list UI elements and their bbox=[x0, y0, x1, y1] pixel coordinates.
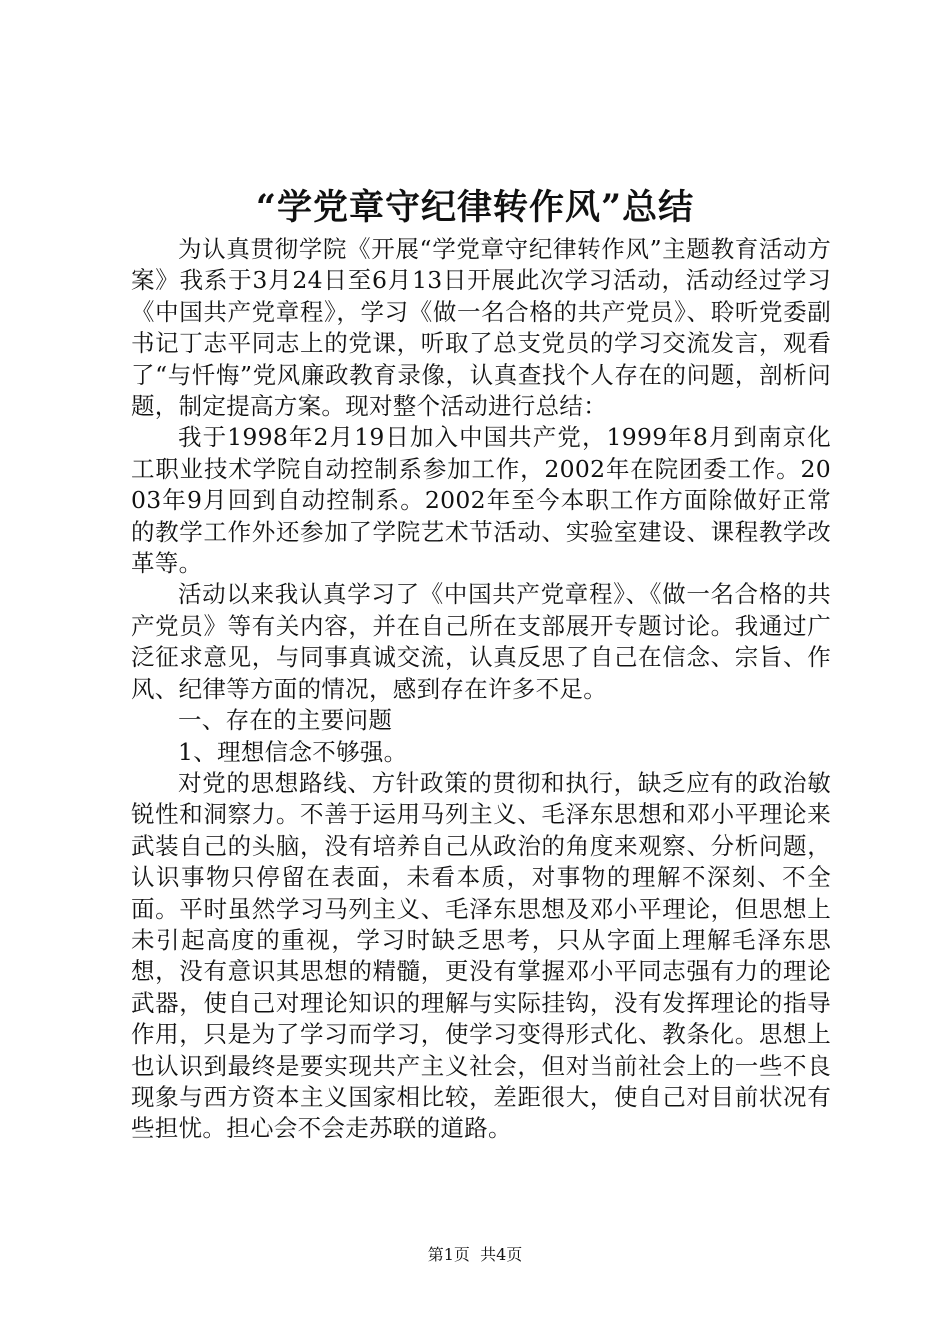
footer-spacer bbox=[470, 1245, 480, 1264]
page-title: “学党章守纪律转作风”总结 bbox=[255, 187, 695, 228]
paragraph-activity: 活动以来我认真学习了《中国共产党章程》、《做一名合格的共产党员》等有关内容，并在自己所在支部展开专题讨论。我通过广泛征求意见，与同事真诚交流，认真反思了自己在信念、宗旨、作风、纪律等方面的情况，感到存在许多不足。 bbox=[131, 580, 831, 703]
page-total: 共4页 bbox=[480, 1245, 523, 1264]
section-heading-problems: 一、存在的主要问题 bbox=[178, 706, 393, 735]
page-number: 第1页 bbox=[427, 1245, 470, 1264]
paragraph-ideals-detail: 对党的思想路线、方针政策的贯彻和执行，缺乏应有的政治敏锐性和洞察力。不善于运用马列主义、毛泽东思想和邓小平理论来武装自己的头脑，没有培养自己从政治的角度来观察、分析问题，认识事物只停留在表面，未看本质，对事物的理解不深刻、不全面。平时虽然学习马列主义、毛泽东思想及邓小平理论，但思想上未引起高度的重视，学习时缺乏思考，只从字面上理解毛泽东思想，没有意识其思想的精髓，更没有掌握邓小平同志强有力的理论武器，使自己对理论知识的理解与实际挂钩，没有发挥理论的指导作用，只是为了学习而学习，使学习变得形式化、教条化。思想上也认识到最终是要实现共产主义社会，但对当前社会上的一些不良现象与西方资本主义国家相比较，差距很大，使自己对目前状况有些担忧。担心会不会走苏联的道路。 bbox=[131, 768, 831, 1143]
document-body bbox=[131, 234, 831, 1145]
paragraph-background: 我于1998年2月19日加入中国共产党，1999年8月到南京化工职业技术学院自动控制系参加工作，2002年在院团委工作。2003年9月回到自动控制系。2002年至今本职工作方面除做好正常的教学工作外还参加了学院艺术节活动、实验室建设、课程教学改革等。 bbox=[131, 423, 831, 578]
paragraph-intro: 为认真贯彻学院《开展“学党章守纪律转作风”主题教育活动方案》我系于3月24日至6月13日开展此次学习活动，活动经过学习《中国共产党章程》，学习《做一名合格的共产党员》、聆听党委副书记丁志平同志上的党课，听取了总支党员的学习交流发言，观看了“与忏悔”党风廉政教育录像，认真查找个人存在的问题，剖析问题，制定提高方案。现对整个活动进行总结： bbox=[131, 235, 831, 421]
page-footer bbox=[0, 1244, 950, 1266]
subheading-ideals: 1、理想信念不够强。 bbox=[178, 737, 408, 766]
